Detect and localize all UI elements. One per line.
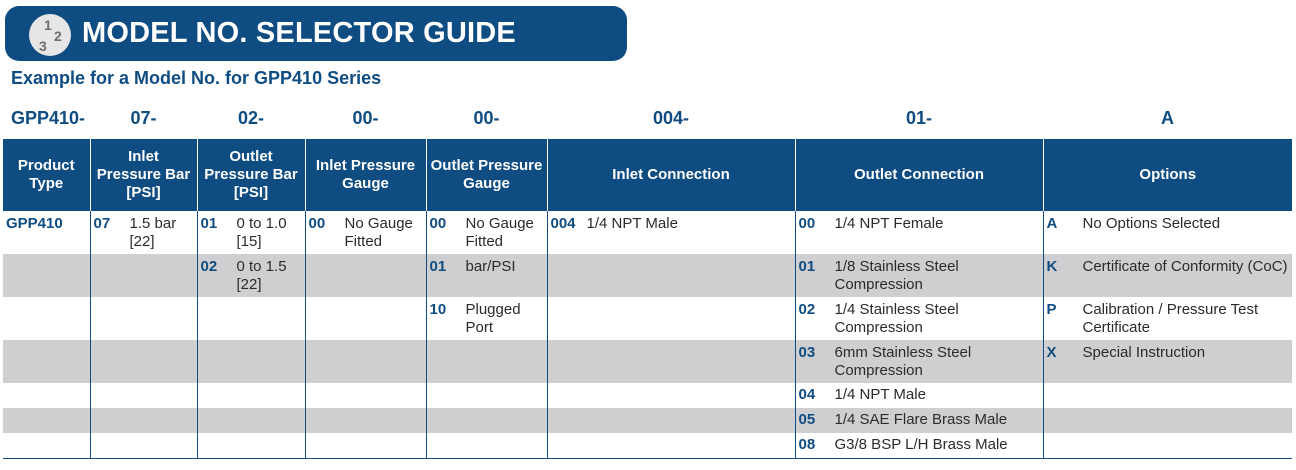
outlet-connection-option: 02 1/4 Stainless Steel Compression [798, 301, 959, 336]
code-inlet-gauge: 00- [352, 108, 379, 128]
outlet-gauge-option: 00 No Gauge Fitted [429, 215, 534, 250]
inlet-pressure-option: 07 1.5 bar [22] [93, 215, 177, 250]
table-row [3, 297, 1292, 340]
inlet-gauge-option: 00 No Gauge Fitted [308, 215, 413, 250]
badge-digit: 1 [44, 17, 52, 33]
code-outlet-connection: 01- [905, 108, 932, 128]
outlet-connection-option: 08 G3/8 BSP L/H Brass Male [798, 436, 1008, 453]
table-row [3, 340, 1292, 383]
outlet-connection-option: 05 1/4 SAE Flare Brass Male [798, 411, 1008, 428]
code-inlet-pressure: 07- [130, 108, 157, 128]
table-row [3, 254, 1292, 297]
inlet-connection-option: 004 1/4 NPT Male [550, 215, 678, 232]
outlet-connection-option: 01 1/8 Stainless Steel Compression [798, 258, 959, 293]
example-model-code [0, 107, 1296, 129]
page-title: MODEL NO. SELECTOR GUIDE [82, 17, 516, 49]
badge-digit: 3 [39, 38, 47, 54]
header-inlet-connection: Inlet Connection [547, 139, 795, 211]
table-header-row [3, 139, 1292, 211]
product-type-value: GPP410 [6, 215, 63, 232]
table-row [3, 211, 1292, 254]
options-option: A No Options Selected [1046, 215, 1221, 232]
example-subtitle: Example for a Model No. for GPP410 Series [11, 68, 382, 88]
outlet-pressure-option: 01 0 to 1.0 [15] [200, 215, 287, 250]
table-row [3, 383, 1292, 408]
selector-table [3, 139, 1292, 459]
options-option: P Calibration / Pressure Test Certificate [1046, 301, 1259, 336]
outlet-connection-option: 04 1/4 NPT Male [798, 386, 926, 403]
code-options: A [1161, 108, 1174, 128]
outlet-pressure-option: 02 0 to 1.5 [22] [200, 258, 287, 293]
header-inlet-pressure: Inlet Pressure Bar [PSI] [90, 139, 197, 211]
header-outlet-connection: Outlet Connection [795, 139, 1043, 211]
code-outlet-gauge: 00- [473, 108, 500, 128]
code-product: GPP410- [11, 108, 86, 128]
header-outlet-pressure: Outlet Pressure Bar [PSI] [197, 139, 305, 211]
badge-digit: 2 [54, 28, 62, 44]
table-row [3, 433, 1292, 458]
code-outlet-pressure: 02- [237, 108, 264, 128]
outlet-gauge-option: 10 Plugged Port [429, 301, 521, 336]
code-inlet-connection: 004- [652, 108, 690, 128]
outlet-gauge-option: 01 bar/PSI [429, 258, 516, 275]
header-options: Options [1043, 139, 1292, 211]
outlet-connection-option: 03 6mm Stainless Steel Compression [798, 344, 972, 379]
title-banner [5, 6, 627, 61]
options-option: K Certificate of Conformity (CoC) [1046, 258, 1288, 275]
table-row [3, 408, 1292, 433]
outlet-connection-option: 00 1/4 NPT Female [798, 215, 944, 232]
numbered-steps-icon [29, 14, 71, 56]
options-option: X Special Instruction [1046, 344, 1206, 361]
header-product-type: Product Type [3, 139, 90, 211]
header-outlet-gauge: Outlet Pressure Gauge [426, 139, 547, 211]
header-inlet-gauge: Inlet Pressure Gauge [305, 139, 426, 211]
